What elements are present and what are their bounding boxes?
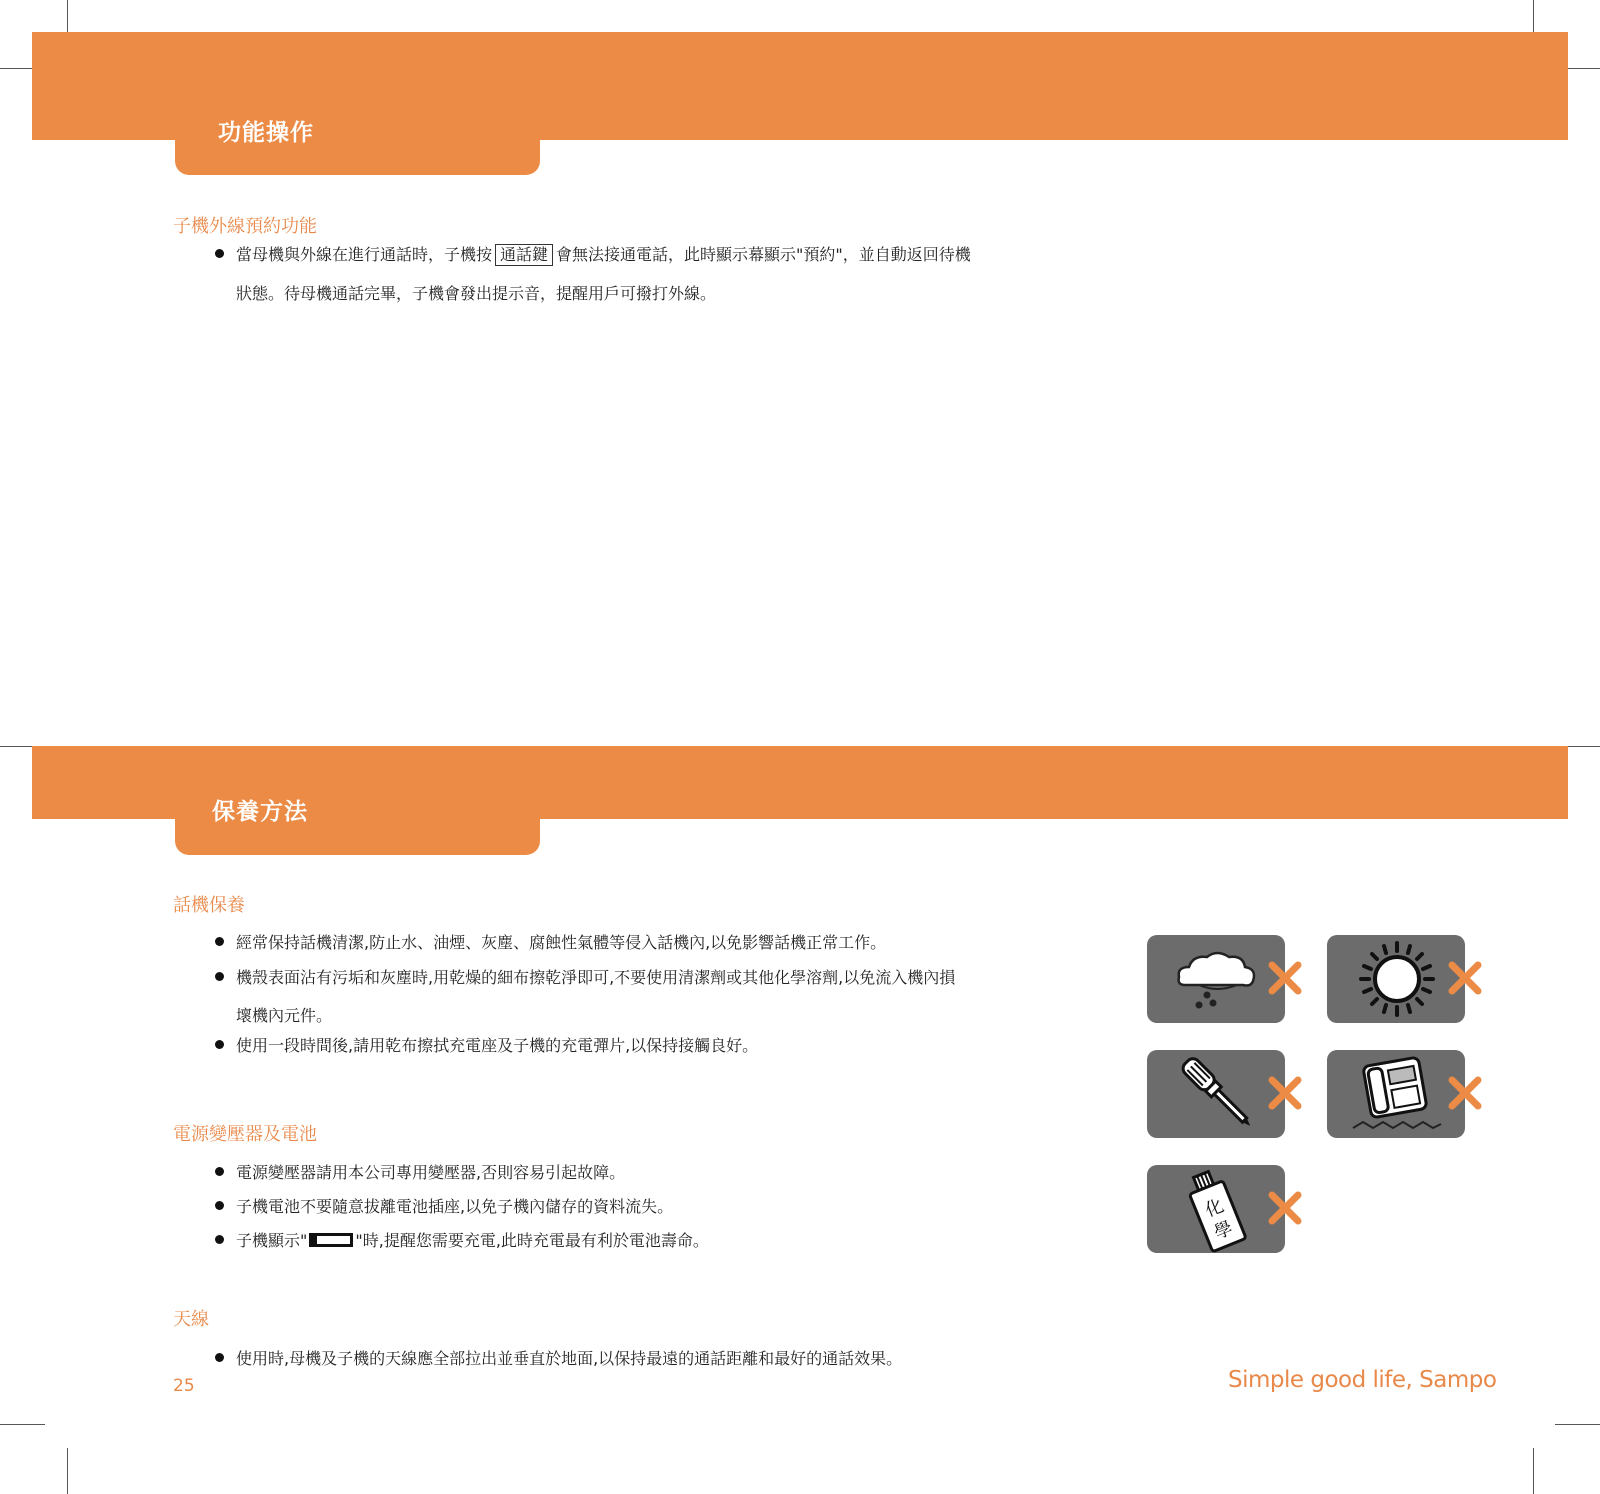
bullet-dot: [215, 1040, 224, 1049]
crop-mark: [1568, 746, 1600, 747]
care-bullet-3: [215, 1029, 758, 1063]
care-bullet-2-continuation: 壞機內元件。: [236, 1006, 333, 1025]
crop-mark: [0, 746, 32, 747]
section1-bullet-1: [215, 238, 971, 272]
crop-mark: [1555, 1424, 1600, 1425]
bullet-dot: [215, 972, 224, 981]
screwdriver-icon: [1147, 1050, 1285, 1138]
power-bullet-1-text: 電源變壓器請用本公司專用變壓器,否則容易引起故障。: [236, 1163, 626, 1182]
power-heading: 電源變壓器及電池: [173, 1124, 317, 1145]
rain-cloud-icon: [1147, 935, 1285, 1023]
section1-bullet-1-continuation: 狀態。待母機通話完畢，子機會發出提示音，提醒用戶可撥打外線。: [236, 284, 717, 303]
phone-water-icon: [1327, 1050, 1465, 1138]
bullet-dot: [215, 937, 224, 946]
antenna-bullet-1: [215, 1342, 902, 1376]
chem-label-char-2: 學: [1211, 1217, 1236, 1244]
bullet-dot: [215, 1353, 224, 1362]
sun-icon: [1327, 935, 1465, 1023]
power-bullet-2: [215, 1190, 673, 1224]
section1-subtitle: 子機外線預約功能: [173, 216, 317, 237]
page-number: 25: [173, 1376, 195, 1396]
prohibited-x-icon: [1448, 961, 1482, 999]
prohibited-x-icon: [1268, 961, 1302, 999]
bullet-dot: [215, 249, 224, 258]
power-bullet-3: [215, 1224, 709, 1258]
crop-mark: [0, 1424, 45, 1425]
talk-key-label: 通話鍵: [495, 244, 553, 266]
bullet-dot: [215, 1235, 224, 1244]
care-heading: 話機保養: [173, 895, 245, 916]
prohibited-x-icon: [1448, 1076, 1482, 1114]
antenna-bullet-1-text: 使用時,母機及子機的天線應全部拉出並垂直於地面,以保持最遠的通話距離和最好的通話效果。: [236, 1349, 903, 1368]
antenna-heading: 天線: [173, 1309, 209, 1330]
prohibited-x-icon: [1268, 1191, 1302, 1229]
bullet-text-before-key: 當母機與外線在進行通話時，子機按: [236, 245, 493, 264]
chem-label-char-1: 化: [1202, 1195, 1227, 1222]
crop-mark: [1533, 1448, 1534, 1494]
section1-title: 功能操作: [218, 120, 314, 146]
brand-slogan: Simple good life, Sampo: [1228, 1367, 1497, 1393]
care-bullet-2: [215, 961, 955, 995]
power-bullet-1: [215, 1156, 625, 1190]
chemical-bottle-icon: [1147, 1165, 1285, 1253]
care-bullet-3-text: 使用一段時間後,請用乾布擦拭充電座及子機的充電彈片,以保持接觸良好。: [236, 1036, 759, 1055]
crop-mark: [67, 1448, 68, 1494]
care-bullet-2-text: 機殼表面沾有污垢和灰塵時,用乾燥的細布擦乾淨即可,不要使用清潔劑或其他化學溶劑,以免流入機內損: [236, 968, 956, 987]
prohibited-x-icon: [1268, 1076, 1302, 1114]
power-bullet-2-text: 子機電池不要隨意拔離電池插座,以免子機內儲存的資料流失。: [236, 1197, 674, 1216]
care-bullet-1-text: 經常保持話機清潔,防止水、油煙、灰塵、腐蝕性氣體等侵入話機內,以免影響話機正常工作。: [236, 933, 887, 952]
bullet-text-after-key: 會無法接通電話，此時顯示幕顯示"預約"，並自動返回待機: [556, 245, 971, 264]
power-bullet-3-after: "時,提醒您需要充電,此時充電最有利於電池壽命。: [355, 1231, 709, 1250]
section2-title: 保養方法: [212, 799, 308, 825]
bullet-dot: [215, 1201, 224, 1210]
bullet-dot: [215, 1167, 224, 1176]
low-battery-icon: [309, 1233, 353, 1247]
power-bullet-3-before: 子機顯示": [236, 1231, 308, 1250]
care-bullet-1: [215, 926, 886, 960]
